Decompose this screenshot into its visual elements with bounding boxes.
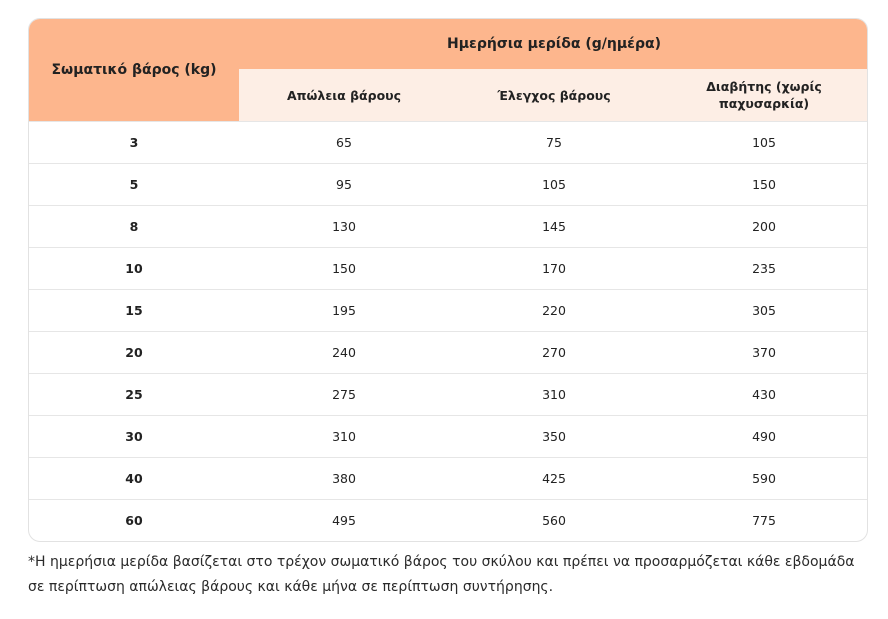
diabetes-cell: 235 bbox=[659, 248, 868, 290]
weight-loss-cell: 65 bbox=[239, 122, 449, 164]
weight-control-column-header: Έλεγχος βάρους bbox=[449, 69, 659, 122]
diabetes-cell: 105 bbox=[659, 122, 868, 164]
weight-loss-cell: 95 bbox=[239, 164, 449, 206]
body-weight-cell: 10 bbox=[29, 248, 239, 290]
body-weight-cell: 20 bbox=[29, 332, 239, 374]
body-weight-cell: 15 bbox=[29, 290, 239, 332]
diabetes-cell: 430 bbox=[659, 374, 868, 416]
weight-column-header: Σωματικό βάρος (kg) bbox=[29, 19, 239, 122]
table-row bbox=[29, 332, 868, 374]
body-weight-cell: 30 bbox=[29, 416, 239, 458]
weight-control-cell: 350 bbox=[449, 416, 659, 458]
body-weight-cell: 3 bbox=[29, 122, 239, 164]
weight-control-cell: 145 bbox=[449, 206, 659, 248]
body-weight-cell: 25 bbox=[29, 374, 239, 416]
diabetes-column-header: Διαβήτης (χωρίς παχυσαρκία) bbox=[659, 69, 868, 122]
weight-control-cell: 560 bbox=[449, 500, 659, 542]
table-row bbox=[29, 164, 868, 206]
weight-control-cell: 310 bbox=[449, 374, 659, 416]
body-weight-cell: 8 bbox=[29, 206, 239, 248]
weight-loss-cell: 495 bbox=[239, 500, 449, 542]
body-weight-cell: 40 bbox=[29, 458, 239, 500]
table-row bbox=[29, 416, 868, 458]
table-row bbox=[29, 374, 868, 416]
weight-loss-cell: 195 bbox=[239, 290, 449, 332]
table-row bbox=[29, 248, 868, 290]
diabetes-cell: 200 bbox=[659, 206, 868, 248]
body-weight-cell: 60 bbox=[29, 500, 239, 542]
footnote: *Η ημερήσια μερίδα βασίζεται στο τρέχον σωματικό βάρος του σκύλου και πρέπει να προσαρμόζεται κάθε εβδομάδα σε περίπτωση απώλειας βάρους και κάθε μήνα σε περίπτωση συντήρησης. bbox=[28, 554, 855, 595]
weight-loss-cell: 275 bbox=[239, 374, 449, 416]
body-weight-cell: 5 bbox=[29, 164, 239, 206]
table-row bbox=[29, 500, 868, 542]
weight-loss-cell: 310 bbox=[239, 416, 449, 458]
diabetes-cell: 370 bbox=[659, 332, 868, 374]
weight-loss-cell: 240 bbox=[239, 332, 449, 374]
table-row bbox=[29, 290, 868, 332]
weight-loss-cell: 150 bbox=[239, 248, 449, 290]
header-row-top bbox=[29, 19, 868, 69]
diabetes-cell: 775 bbox=[659, 500, 868, 542]
diabetes-cell: 150 bbox=[659, 164, 868, 206]
weight-control-cell: 270 bbox=[449, 332, 659, 374]
weight-control-cell: 170 bbox=[449, 248, 659, 290]
table-row bbox=[29, 458, 868, 500]
table-row bbox=[29, 122, 868, 164]
diabetes-cell: 490 bbox=[659, 416, 868, 458]
table-header bbox=[29, 19, 868, 122]
weight-loss-cell: 130 bbox=[239, 206, 449, 248]
weight-loss-column-header: Απώλεια βάρους bbox=[239, 69, 449, 122]
weight-control-cell: 75 bbox=[449, 122, 659, 164]
diabetes-cell: 305 bbox=[659, 290, 868, 332]
weight-control-cell: 105 bbox=[449, 164, 659, 206]
feeding-table-container bbox=[28, 18, 868, 542]
weight-control-cell: 425 bbox=[449, 458, 659, 500]
daily-portion-group-header: Ημερήσια μερίδα (g/ημέρα) bbox=[239, 19, 868, 69]
table-row bbox=[29, 206, 868, 248]
weight-control-cell: 220 bbox=[449, 290, 659, 332]
weight-loss-cell: 380 bbox=[239, 458, 449, 500]
diabetes-cell: 590 bbox=[659, 458, 868, 500]
table-body bbox=[29, 122, 868, 542]
feeding-table bbox=[29, 19, 868, 541]
